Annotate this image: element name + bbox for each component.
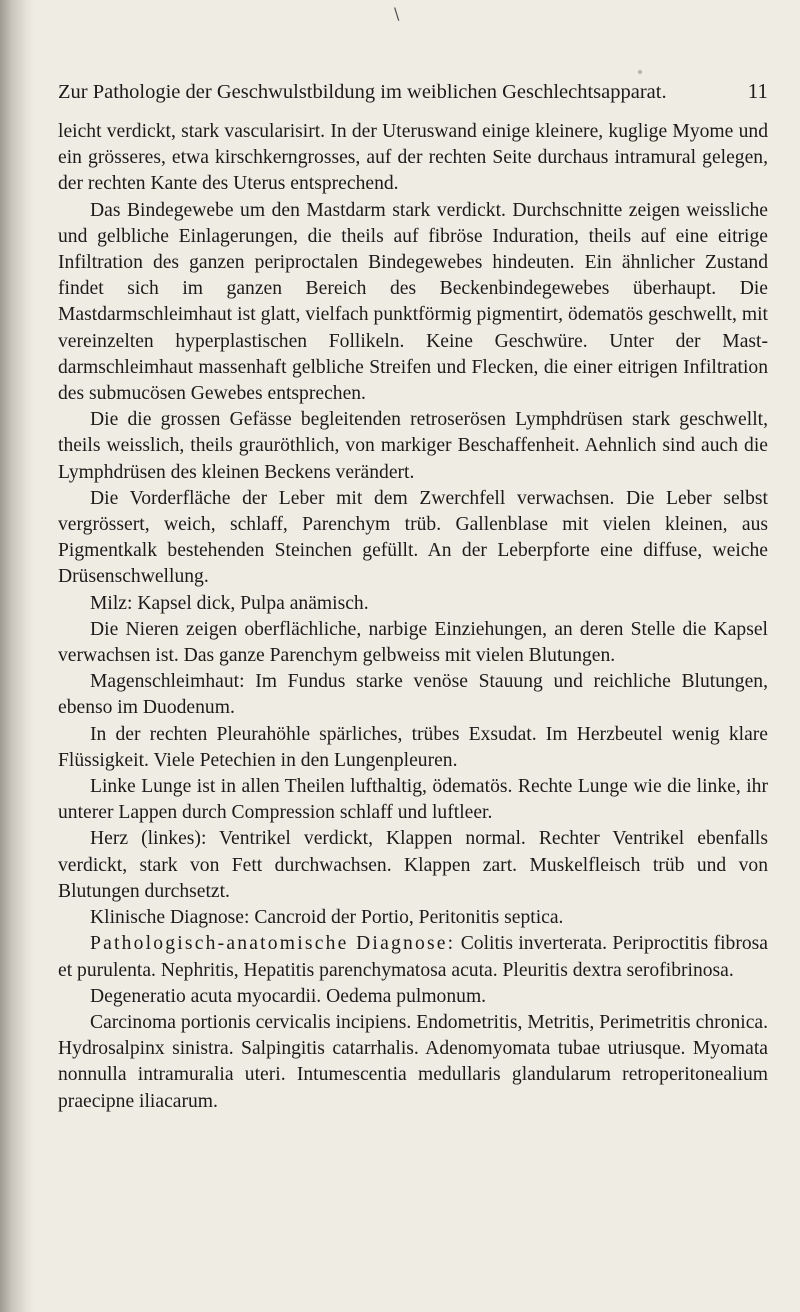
diagnosis-paragraph: [58, 931, 768, 983]
paragraph: Herz (linkes): Ventrikel verdickt, Klappen normal. Rechter Ventrikel ebenfalls verdickt, stark von Fett durchwachsen. Klappen zart. Muskelfleisch trüb und von Blutungen durchsetzt.: [58, 828, 768, 902]
paragraph: In der rechten Pleurahöhle spärliches, trübes Exsudat. Im Herzbeutel wenig klare Flüssigkeit. Viele Petechien in den Lungenpleuren.: [58, 723, 768, 771]
running-title: Zur Pathologie der Geschwulstbildung im weiblichen Geschlechtsapparat.: [58, 81, 667, 103]
printer-mark: \: [394, 4, 400, 23]
paragraph: Die Vorderfläche der Leber mit dem Zwerchfell verwachsen. Die Leber selbst vergrössert, weich, schlaff, Parenchym trüb. Gallenblase mit vielen kleinen, aus Pigmentkalk bestehenden Steinchen gefüllt. An der Leberpforte eine diffuse, weiche Drüsenschwellung.: [58, 487, 768, 588]
paragraph: Linke Lunge ist in allen Theilen lufthaltig, ödematös. Rechte Lunge wie die linke, ihr unterer Lappen durch Compression schlaff und luftleer.: [58, 776, 768, 824]
running-header: [58, 78, 768, 105]
paragraph: Die die grossen Gefässe begleitenden retroserösen Lymphdrüsen stark geschwellt, theils weisslich, theils grauröthlich, von markiger Beschaffenheit. Aehnlich sind auch die Lymphdrüsen des kleinen Beckens verändert.: [58, 409, 768, 483]
paragraph: Carcinoma portionis cervicalis incipiens. Endometritis, Metritis, Perimetritis chronica. Hydrosalpinx sinistra. Salpingitis catarrhalis. Adenomyomata tubae utriusque. Myomata nonnulla intramuralia uteri. Intumescentia medullaris glandularum retroperitonealium praecipne iliacarum.: [58, 1011, 768, 1112]
book-page: [58, 78, 768, 1115]
book-spine-shadow: [0, 0, 34, 1312]
paragraph: leicht verdickt, stark vascularisirt. In der Uteruswand einige kleinere, kuglige Myome und ein grösseres, etwa kirschkerngrosses, auf der rechten Seite durchaus intramural gelegen, der rechten Kante des Uterus entsprechend.: [58, 121, 768, 195]
diagnosis-text: Colitis inverterata. Periproctitis fibrosa et purulenta. Nephritis, Hepatitis parenchymatosa acuta. Pleuritis dextra serofibrinosa.: [58, 933, 768, 981]
page-number: 11: [747, 79, 768, 103]
diagnosis-label: Pathologisch-anatomische Diagnose:: [90, 933, 456, 955]
paragraph: Magenschleimhaut: Im Fundus starke venöse Stauung und reichliche Blutungen, ebenso im Duodenum.: [58, 671, 768, 719]
paragraph: Degeneratio acuta myocardii. Oedema pulmonum.: [90, 985, 487, 1007]
paragraph: Milz: Kapsel dick, Pulpa anämisch.: [90, 592, 369, 614]
paragraph: Die Nieren zeigen oberflächliche, narbige Einziehungen, an deren Stelle die Kapsel verwachsen ist. Das ganze Parenchym gelbweiss mit vielen Blutungen.: [58, 618, 768, 667]
paragraph: Das Bindegewebe um den Mastdarm stark verdickt. Durchschnitte zeigen weissliche und gelbliche Einlagerungen, die theils auf fibröse Induration, theils auf eine eitrige Infiltration des ganzen periproctalen Bindegewebes hindeuten. Ein ähnlicher Zustand findet sich im ganzen Bereich des Beckenbindegewebes überhaupt. Die Mastdarmschleimhaut ist glatt, vielfach punktförmig pigmentirt, ödematös geschwellt, mit vereinzelten hyperplastischen Follikeln. Keine Geschwüre. Unter der Mastdarmschleimhaut massenhaft gelbliche Streifen und Flecken, die einer eitrigen Infiltration des submucösen Gewebes entsprechen.: [58, 199, 768, 405]
paper-speck: [638, 70, 642, 74]
paragraph: Klinische Diagnose: Cancroid der Portio, Peritonitis septica.: [90, 907, 564, 929]
body-text: [58, 119, 768, 1115]
